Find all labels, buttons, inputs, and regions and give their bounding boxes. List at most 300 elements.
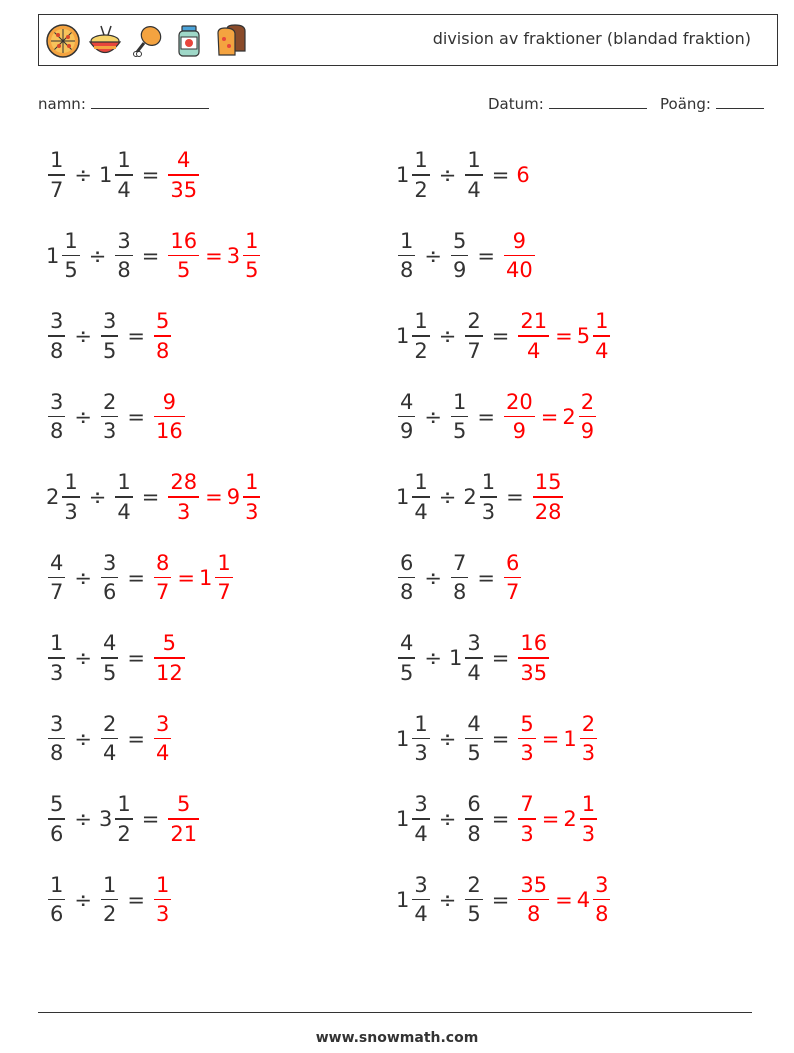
- numerator: 5: [50, 792, 64, 817]
- numerator: 1: [414, 470, 428, 495]
- equals-sign: =: [141, 807, 160, 831]
- numerator: 8: [155, 550, 170, 575]
- fraction-bar: [465, 738, 482, 740]
- fraction: [48, 792, 65, 846]
- fraction-bar: [101, 335, 118, 337]
- fraction-bar: [154, 657, 185, 659]
- divide-sign: ÷: [424, 646, 442, 670]
- fraction: [101, 551, 118, 605]
- numerator: 1: [414, 309, 428, 334]
- divide-sign: ÷: [88, 485, 107, 509]
- denominator: 4: [467, 660, 481, 685]
- denominator: 2: [102, 902, 117, 927]
- fraction-bar: [412, 174, 429, 176]
- fraction-bar: [154, 899, 171, 901]
- fraction: [518, 631, 549, 685]
- answer: [516, 163, 530, 187]
- problem-item: [396, 465, 565, 529]
- answer: [152, 390, 187, 444]
- denominator: 35: [170, 177, 198, 202]
- numerator: 1: [245, 228, 259, 253]
- header-icons: [45, 23, 249, 59]
- whole-number: 5: [576, 324, 591, 348]
- whole-number: 2: [563, 807, 577, 831]
- fraction: [154, 873, 171, 927]
- fraction-bar: [48, 899, 65, 901]
- fraction-bar: [451, 255, 468, 257]
- fraction-bar: [504, 255, 535, 257]
- fraction: [243, 470, 260, 524]
- equals-sign: =: [205, 243, 223, 268]
- fraction: [48, 873, 65, 927]
- numerator: 5: [155, 309, 170, 334]
- date-field[interactable]: [488, 94, 647, 113]
- problem-item: [396, 304, 612, 368]
- fraction: [398, 631, 415, 685]
- denominator: 8: [117, 258, 131, 283]
- divide-sign: ÷: [438, 726, 457, 751]
- answer: [502, 390, 598, 444]
- denominator: 2: [414, 338, 428, 363]
- fraction: [48, 631, 65, 685]
- answer: [531, 470, 566, 524]
- denominator: 7: [505, 580, 520, 605]
- equals-sign: =: [541, 807, 560, 831]
- denominator: 9: [580, 419, 595, 444]
- fraction: [101, 873, 118, 927]
- answer: [166, 229, 262, 283]
- fraction-bar: [243, 496, 260, 498]
- denominator: 3: [581, 821, 596, 846]
- fraction-bar: [115, 818, 132, 820]
- answer: [166, 792, 201, 846]
- fraction-bar: [101, 657, 118, 659]
- fraction-bar: [48, 577, 65, 579]
- fraction: [465, 873, 482, 927]
- divide-sign: ÷: [424, 243, 442, 268]
- fraction: [504, 390, 535, 444]
- fraction-bar: [465, 174, 482, 176]
- whole-number: 9: [226, 485, 241, 509]
- fraction: [518, 873, 549, 927]
- equals-sign: =: [491, 807, 510, 831]
- fraction: [504, 229, 535, 283]
- fraction-bar: [62, 255, 79, 257]
- fraction-bar: [451, 577, 468, 579]
- score-blank[interactable]: [716, 94, 764, 109]
- problem-item: [396, 626, 551, 690]
- fraction: [154, 390, 185, 444]
- whole-number: 1: [198, 565, 213, 590]
- numerator: 3: [102, 550, 117, 575]
- fraction: [101, 309, 118, 363]
- denominator: 8: [595, 902, 609, 927]
- fraction: [168, 148, 199, 202]
- denominator: 9: [452, 258, 467, 283]
- answer: [152, 551, 235, 605]
- fraction-bar: [398, 657, 415, 659]
- equals-sign: =: [177, 565, 195, 590]
- whole-number: 1: [396, 485, 410, 509]
- denominator: 5: [102, 338, 117, 363]
- denominator: 6: [50, 902, 64, 927]
- numerator: 4: [177, 148, 191, 173]
- fraction: [533, 470, 564, 524]
- numerator: 1: [414, 148, 428, 173]
- fraction-bar: [518, 738, 535, 740]
- chicken-leg-icon: [129, 23, 165, 59]
- denominator: 3: [64, 499, 78, 524]
- fraction-bar: [465, 899, 482, 901]
- answer: [166, 148, 201, 202]
- equals-sign: =: [506, 485, 524, 509]
- denominator: 7: [217, 580, 231, 605]
- equals-sign: =: [477, 404, 495, 429]
- divide-sign: ÷: [74, 726, 92, 751]
- whole-number: 1: [396, 807, 410, 831]
- numerator: 6: [400, 550, 414, 575]
- numerator: 20: [505, 389, 533, 414]
- divide-sign: ÷: [438, 887, 457, 912]
- fraction-bar: [101, 899, 118, 901]
- answer: [152, 631, 187, 685]
- divide-sign: ÷: [438, 485, 457, 509]
- whole-number: 2: [463, 485, 477, 509]
- denominator: 4: [102, 741, 117, 766]
- fraction-bar: [465, 335, 482, 337]
- divide-sign: ÷: [88, 243, 107, 268]
- problem-item: [396, 385, 598, 449]
- whole-number: 2: [562, 404, 576, 429]
- equals-sign: =: [491, 726, 510, 751]
- denominator: 5: [400, 660, 414, 685]
- answer: [516, 792, 599, 846]
- numerator: 3: [414, 872, 428, 897]
- denominator: 8: [400, 580, 414, 605]
- problem-item: [46, 626, 187, 690]
- fraction: [518, 792, 535, 846]
- answer: [152, 873, 173, 927]
- denominator: 8: [50, 741, 64, 766]
- fraction-bar: [579, 416, 596, 418]
- fraction-bar: [115, 496, 132, 498]
- jam-jar-icon: [171, 23, 207, 59]
- fraction: [504, 551, 521, 605]
- divide-sign: ÷: [424, 404, 442, 429]
- whole-number: 3: [226, 243, 241, 268]
- answer: [516, 873, 612, 927]
- denominator: 6: [102, 580, 117, 605]
- numerator: 1: [155, 872, 170, 897]
- numerator: 6: [467, 792, 481, 817]
- fraction: [518, 712, 535, 766]
- fraction: [412, 309, 429, 363]
- equals-sign: =: [205, 485, 223, 509]
- fraction-bar: [168, 174, 199, 176]
- answer: [516, 309, 612, 363]
- fraction-bar: [412, 818, 429, 820]
- denominator: 4: [414, 821, 428, 846]
- fraction: [154, 631, 185, 685]
- fraction: [101, 390, 118, 444]
- denominator: 3: [155, 902, 170, 927]
- whole-number: 1: [563, 726, 577, 751]
- fraction: [62, 470, 79, 524]
- fraction-bar: [154, 738, 171, 740]
- numerator: 3: [117, 228, 131, 253]
- answer: [516, 712, 599, 766]
- fraction: [398, 551, 415, 605]
- fraction-bar: [154, 577, 171, 579]
- numerator: 1: [50, 872, 64, 897]
- whole-number: 4: [576, 887, 591, 912]
- divide-sign: ÷: [74, 565, 92, 590]
- whole-number: 6: [516, 163, 530, 187]
- fraction: [412, 470, 429, 524]
- score-label: Poäng:: [660, 95, 711, 113]
- name-label: namn:: [38, 95, 86, 113]
- fraction-bar: [398, 577, 415, 579]
- fraction-bar: [398, 416, 415, 418]
- fraction-bar: [480, 496, 497, 498]
- fraction: [168, 470, 199, 524]
- numerator: 21: [520, 309, 548, 334]
- whole-number: 1: [396, 324, 410, 348]
- denominator: 21: [170, 821, 198, 846]
- worksheet-header: [38, 14, 778, 66]
- problem-item: [46, 465, 262, 529]
- fraction-bar: [101, 738, 118, 740]
- equals-sign: =: [491, 887, 510, 912]
- whole-number: 1: [98, 163, 113, 187]
- problem-item: [46, 546, 235, 610]
- divide-sign: ÷: [74, 807, 92, 831]
- whole-number: 1: [396, 163, 410, 187]
- fraction: [48, 551, 65, 605]
- fraction-bar: [412, 335, 429, 337]
- fraction: [398, 390, 415, 444]
- numerator: 2: [467, 309, 481, 334]
- denominator: 3: [177, 499, 191, 524]
- divide-sign: ÷: [438, 324, 457, 348]
- whole-number: 1: [396, 726, 410, 751]
- fraction-bar: [48, 657, 65, 659]
- fraction: [465, 148, 482, 202]
- problem-item: [46, 707, 173, 771]
- numerator: 35: [520, 872, 548, 897]
- fraction-bar: [504, 577, 521, 579]
- denominator: 5: [177, 258, 191, 283]
- equals-sign: =: [477, 565, 495, 590]
- denominator: 2: [117, 821, 131, 846]
- denominator: 3: [102, 419, 117, 444]
- fraction: [154, 551, 171, 605]
- equals-sign: =: [555, 887, 573, 912]
- denominator: 4: [414, 902, 428, 927]
- denominator: 4: [117, 177, 131, 202]
- fraction: [593, 309, 610, 363]
- denominator: 8: [467, 821, 481, 846]
- name-field[interactable]: [38, 94, 209, 113]
- fraction: [465, 631, 482, 685]
- numerator: 3: [467, 631, 481, 656]
- score-field[interactable]: [660, 94, 764, 113]
- numerator: 4: [400, 631, 414, 656]
- fraction-bar: [580, 738, 597, 740]
- denominator: 7: [50, 177, 64, 202]
- fraction: [451, 229, 468, 283]
- divide-sign: ÷: [74, 324, 92, 348]
- denominator: 3: [245, 499, 259, 524]
- name-blank[interactable]: [91, 94, 209, 109]
- problem-item: [46, 143, 201, 207]
- denominator: 9: [400, 419, 414, 444]
- answer: [502, 229, 537, 283]
- numerator: 4: [50, 550, 64, 575]
- problem-item: [46, 224, 262, 288]
- answer: [152, 712, 173, 766]
- numerator: 5: [520, 711, 534, 736]
- fraction: [593, 873, 610, 927]
- equals-sign: =: [127, 565, 145, 590]
- fraction-bar: [101, 577, 118, 579]
- equals-sign: =: [491, 324, 510, 348]
- bread-toast-icon: [213, 23, 249, 59]
- fraction: [115, 229, 132, 283]
- denominator: 7: [50, 580, 64, 605]
- date-blank[interactable]: [549, 94, 647, 109]
- fraction: [115, 470, 132, 524]
- numerator: 4: [102, 631, 117, 656]
- fraction-bar: [101, 416, 118, 418]
- fraction: [115, 792, 132, 846]
- fraction: [451, 551, 468, 605]
- numerator: 9: [512, 228, 527, 253]
- problem-item: [396, 707, 599, 771]
- worksheet-title: division av fraktioner (blandad fraktion): [432, 29, 751, 48]
- problem-item: [46, 385, 187, 449]
- fraction: [465, 309, 482, 363]
- numerator: 3: [50, 309, 64, 334]
- fraction-bar: [48, 416, 65, 418]
- denominator: 7: [155, 580, 170, 605]
- numerator: 1: [400, 228, 414, 253]
- whole-number: 2: [46, 485, 60, 509]
- equals-sign: =: [555, 324, 573, 348]
- numerator: 5: [177, 792, 191, 817]
- fraction: [580, 792, 597, 846]
- equals-sign: =: [491, 646, 510, 670]
- problem-item: [396, 143, 531, 207]
- denominator: 5: [467, 741, 481, 766]
- equals-sign: =: [541, 726, 560, 751]
- divide-sign: ÷: [438, 163, 457, 187]
- fraction-bar: [593, 899, 610, 901]
- denominator: 35: [520, 660, 548, 685]
- problem-item: [396, 787, 599, 851]
- fraction-bar: [48, 818, 65, 820]
- fraction: [168, 229, 199, 283]
- denominator: 8: [452, 580, 467, 605]
- denominator: 5: [102, 660, 117, 685]
- fraction: [579, 390, 596, 444]
- fraction-bar: [168, 255, 199, 257]
- denominator: 12: [155, 660, 183, 685]
- fraction: [48, 712, 65, 766]
- fraction: [48, 390, 65, 444]
- equals-sign: =: [127, 324, 145, 348]
- numerator: 3: [50, 389, 64, 414]
- fraction: [465, 792, 482, 846]
- denominator: 4: [155, 741, 170, 766]
- numerator: 1: [452, 389, 467, 414]
- denominator: 9: [512, 419, 527, 444]
- footer-url: www.snowmath.com: [315, 1030, 479, 1046]
- denominator: 8: [400, 258, 414, 283]
- numerator: 5: [162, 631, 177, 656]
- problem-item: [46, 304, 173, 368]
- fraction-bar: [504, 416, 535, 418]
- problem-item: [46, 787, 201, 851]
- fraction: [580, 712, 597, 766]
- numerator: 1: [50, 631, 64, 656]
- fraction-bar: [168, 496, 199, 498]
- fraction: [154, 712, 171, 766]
- fraction-bar: [48, 738, 65, 740]
- fraction-bar: [215, 577, 232, 579]
- numerator: 1: [581, 792, 596, 817]
- whole-number: 1: [46, 243, 60, 268]
- denominator: 16: [155, 419, 183, 444]
- numerator: 16: [170, 228, 198, 253]
- denominator: 3: [481, 499, 496, 524]
- fraction: [480, 470, 497, 524]
- fraction-bar: [412, 738, 429, 740]
- fraction-bar: [518, 818, 535, 820]
- numerator: 15: [534, 470, 562, 495]
- fraction-bar: [593, 335, 610, 337]
- numerator: 3: [414, 792, 428, 817]
- numerator: 1: [467, 148, 481, 173]
- whole-number: 1: [396, 887, 410, 912]
- numerator: 2: [580, 389, 595, 414]
- denominator: 4: [467, 177, 481, 202]
- numerator: 3: [102, 309, 117, 334]
- fraction: [48, 148, 65, 202]
- fraction-bar: [398, 255, 415, 257]
- fraction: [62, 229, 79, 283]
- divide-sign: ÷: [74, 887, 92, 912]
- numerator: 28: [170, 470, 198, 495]
- fraction-bar: [115, 174, 132, 176]
- numerator: 2: [102, 389, 117, 414]
- numerator: 1: [50, 148, 64, 173]
- fraction: [465, 712, 482, 766]
- divide-sign: ÷: [74, 646, 92, 670]
- problem-item: [46, 868, 173, 932]
- numerator: 2: [102, 711, 117, 736]
- equals-sign: =: [127, 726, 145, 751]
- problem-item: [396, 546, 523, 610]
- fraction: [451, 390, 468, 444]
- fraction-bar: [48, 335, 65, 337]
- numerator: 1: [217, 550, 231, 575]
- denominator: 5: [245, 258, 259, 283]
- fraction: [518, 309, 549, 363]
- fraction: [412, 792, 429, 846]
- fraction: [398, 229, 415, 283]
- numerator: 16: [520, 631, 548, 656]
